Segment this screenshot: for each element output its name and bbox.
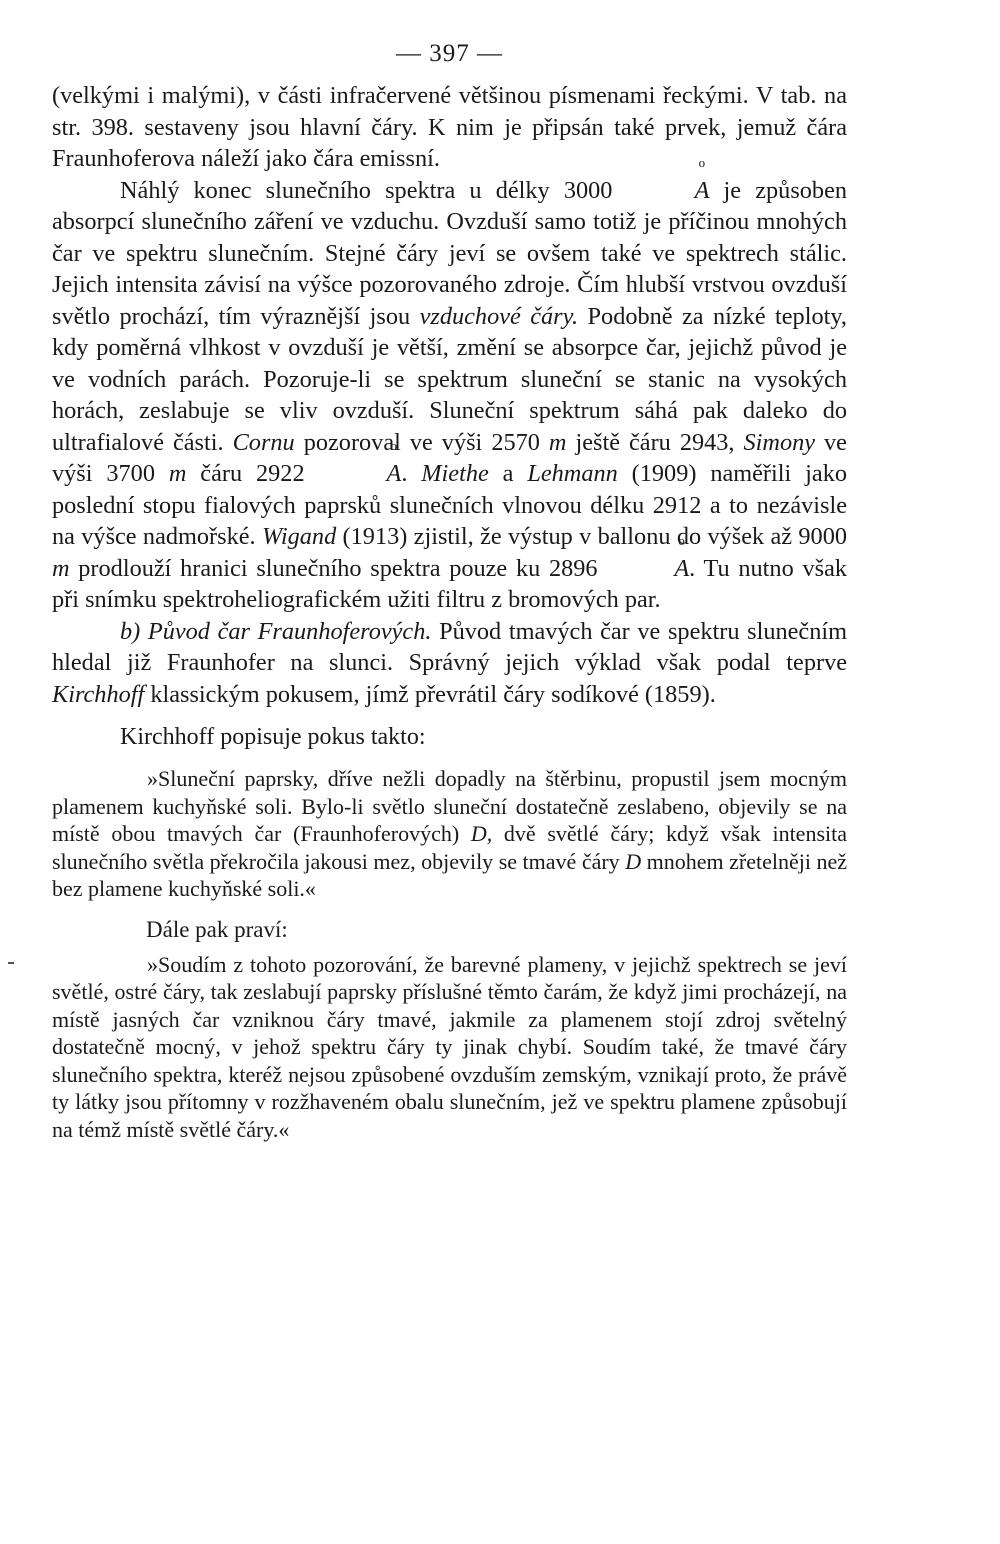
name-cornu: Cornu [232, 428, 295, 456]
page-number: — 397 — [396, 40, 503, 67]
quote-2: »Soudím z tohoto pozorování, že barevné plameny, v jejichž spektrech se jeví světlé, ostré čáry, tak zeslabují paprsky příslušné těmto čarám, že když jimi procházejí, na místě jasných čar vzniknou čáry tmavé, jakmile za plamenem stojí zdroj světelný dostatečně mocný, v jehož spektru čáry ty jinak chybí. Soudím také, že tmavé čáry slunečního spektra, kteréž nejsou způsobené ovzduším zemským, vznikají proto, že právě ty látky jsou přítomny v rozžhaveném obalu slunečním, jež ve spektru plamene způsobují na témž místě světlé čáry.« [52, 951, 847, 1142]
emphasis-vzduchove-cary: vzduchové čáry. [419, 302, 579, 330]
quote-intro-2: Dále pak praví: [146, 916, 288, 942]
name-miethe: Miethe [421, 460, 489, 487]
angstrom-symbol: o A [318, 458, 401, 490]
margin-mark [8, 962, 14, 964]
name-wigand: Wigand [261, 523, 337, 550]
name-lehmann: Lehmann [527, 460, 618, 487]
angstrom-symbol: o A [606, 553, 689, 585]
paragraph-1: (velkými i malými), v části infračervené většinou písmenami řeckými. V tab. na str. 398. sestaveny jsou hlavní čáry. K nim je připsán také prvek, jemuž čára Fraunhoferova náleží jako čára emissní. [52, 82, 847, 172]
section-label: b) [120, 617, 148, 645]
quote-1: »Sluneční paprsky, dříve nežli dopadly na štěrbinu, propustil jsem mocným plamenem kuchyňské soli. Bylo-li světlo sluneční dostatečně zeslabeno, objevily se na místě obou tmavých čar (Fraunhoferových) D, dvě světlé čáry; když však intensita slunečního světla překročila jakousi mez, objevily se tmavé čáry D mnohem zřetelněji než bez plamene kuchyňské soli.« [52, 766, 848, 901]
name-simony: Simony [743, 428, 816, 456]
paragraph-3: b) Původ čar Fraunhoferových. Původ tmavých čar ve spektru slunečním hledal již Fraunhofer na slunci. Správný jejich výklad však podal teprve Kirchhoff klassickým pokusem, jímž převrátil čáry sodíkové (1859). [52, 617, 847, 708]
section-title: Původ čar Fraunhoferových. [147, 617, 432, 645]
name-kirchhoff: Kirchhoff [52, 680, 145, 708]
paragraph-2: Náhlý konec slunečního spektra u délky 3000 o A je způsoben absorpcí slunečního záření ve vzduchu. Ovzduší samo totiž je příčinou mnohých čar ve spektru slunečním. Stejné čáry jeví se ovšem také ve spektrech stálic. Jejich intensita závisí na výšce pozorovaného zdroje. Čím hlubší vrstvou ovzduší světlo prochází, tím výraznější jsou vzduchové čáry. Podobně za nízké teploty, kdy poměrná vlhkost v ovzduší je větší, změní se absorpce čar, jejichž původ je ve vodních parách. Pozoruje-li se spektrum sluneční se stanic na vysokých horách, zeslabuje se vliv ovzduší. Sluneční spektrum sáhá pak daleko do ultrafialové části. Cornu pozoroval ve výši 2570 m ještě čáru 2943, Simony ve výši 3700 m čáru 2922 o A. Miethe a Lehmann (1909) naměřili jako poslední stopu fialových paprsků slunečních vlnovou délku 2912 a to nezávisle na výšce nadmořské. Wigand (1913) zjistil, že výstup v ballonu do výšek až 9000 m prodlouží hranici slunečního spektra pouze ku 2896 o A. Tu nutno však při snímku spektroheliografickém užiti filtru z bromových par. [52, 175, 847, 616]
page [52, 40, 847, 1143]
angstrom-symbol: o A [627, 175, 710, 207]
quote-intro-1: Kirchhoff popisuje pokus takto: [120, 724, 426, 750]
